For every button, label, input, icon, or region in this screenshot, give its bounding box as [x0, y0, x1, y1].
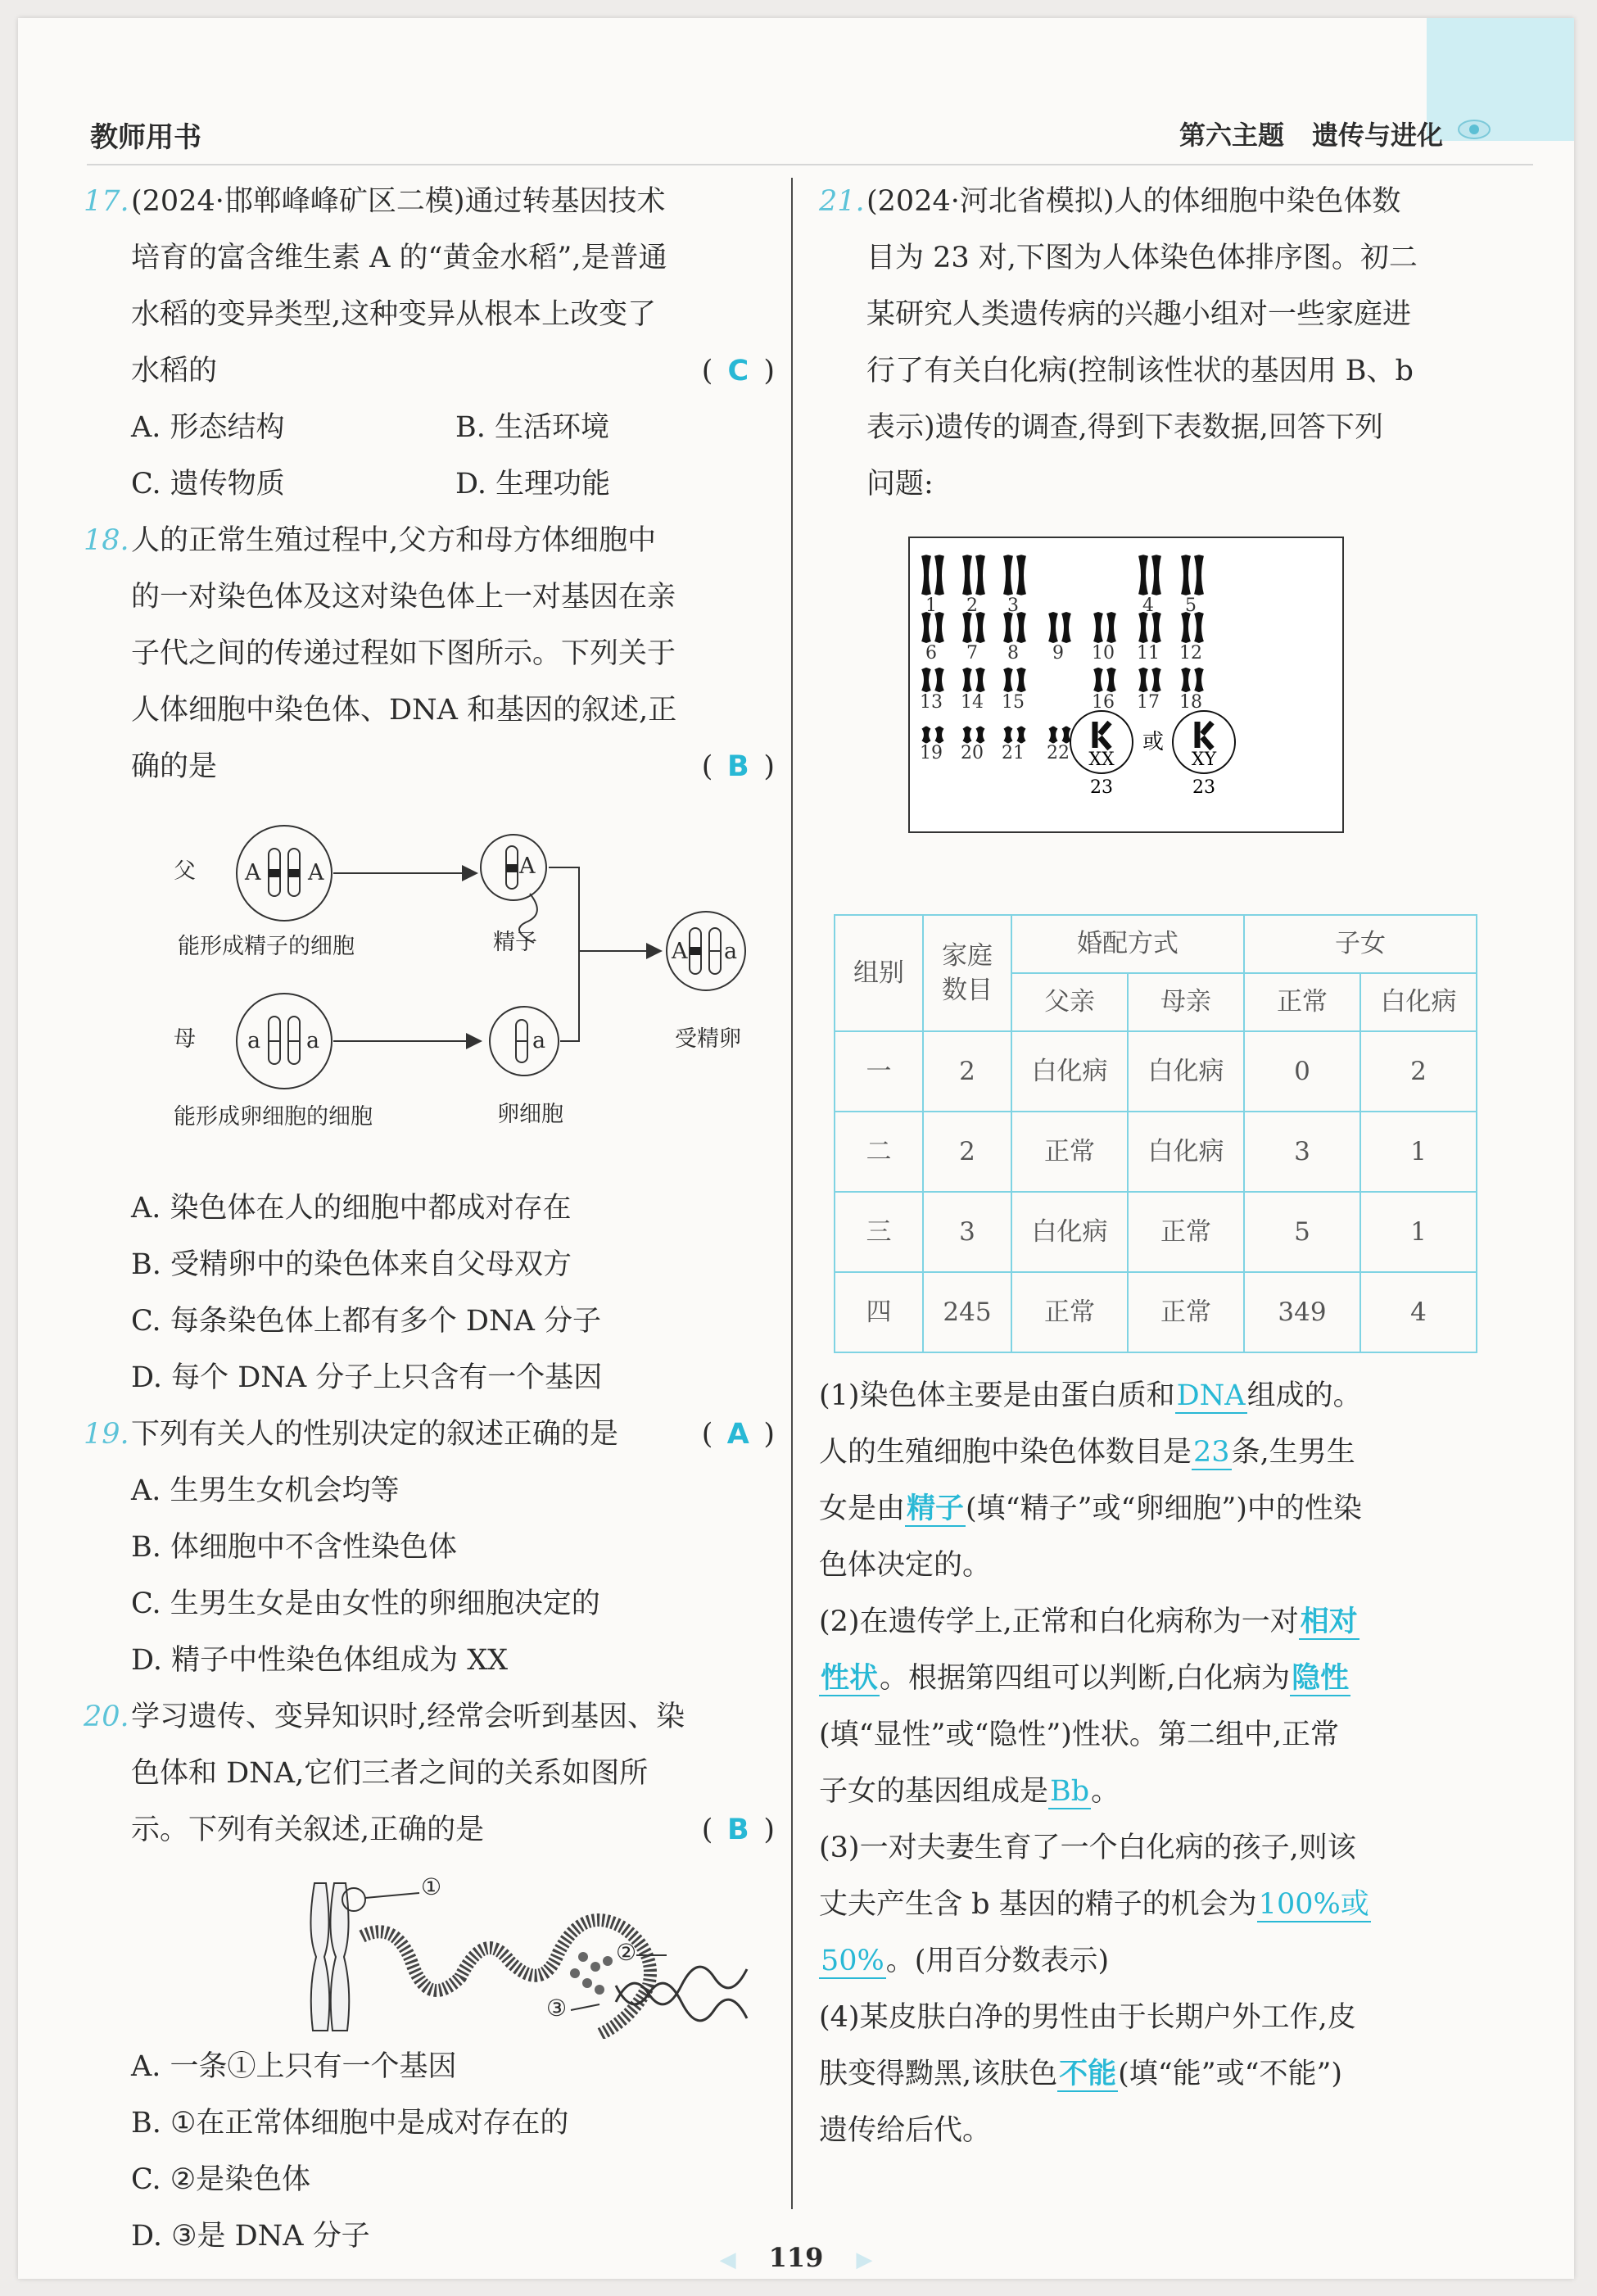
option: A. 染色体在人的细胞中都成对存在	[131, 1192, 572, 1225]
text: 遗传给后代。	[819, 2114, 992, 2147]
answer-blank: 23	[1193, 1436, 1230, 1469]
table-cell: 2	[1360, 1031, 1477, 1112]
header-family-count-line2: 数目	[942, 976, 993, 1005]
header-corner-decoration	[1427, 18, 1574, 141]
marker-1: ①	[421, 1873, 442, 1900]
chromosome-number: 15	[1002, 692, 1025, 713]
table-cell: 白化病	[1128, 1031, 1244, 1112]
mother-label: 母	[174, 1026, 196, 1052]
sub-question-2	[819, 1594, 1515, 1820]
answer-blank: 不能	[1059, 2058, 1117, 2090]
chromosome-number: 21	[1002, 743, 1025, 763]
option: A. 形态结构	[131, 411, 285, 444]
sub-question-1	[819, 1368, 1515, 1594]
question-number: 17.	[84, 185, 129, 218]
answer-blank: DNA	[1176, 1379, 1246, 1412]
page	[18, 18, 1574, 2279]
egg-label: 卵细胞	[497, 1102, 563, 1127]
question-number: 19.	[84, 1418, 129, 1451]
question-number: 20.	[84, 1700, 129, 1733]
gene-label: A	[672, 939, 688, 964]
question-number: 21.	[819, 185, 865, 218]
text: (3)一对夫妻生育了一个白化病的孩子,则该	[819, 1832, 1356, 1864]
table-cell: 三	[835, 1192, 923, 1272]
option: B. 体细胞中不含性染色体	[131, 1531, 457, 1564]
eye-icon	[1456, 115, 1492, 144]
header-children: 子女	[1244, 915, 1477, 973]
text: 肤变得黝黑,该肤色	[819, 2058, 1058, 2090]
question-line: (2024·河北省模拟)人的体细胞中染色体数	[866, 185, 1401, 218]
chromosome-dna-gene-figure	[84, 1859, 780, 2039]
table-cell: 1	[1360, 1112, 1477, 1192]
table-row	[835, 1272, 1477, 1352]
gene-label: a	[247, 1028, 261, 1053]
question-line: 表示)遗传的调查,得到下表数据,回答下列	[866, 411, 1383, 444]
table-cell: 二	[835, 1112, 923, 1192]
left-column	[84, 174, 780, 2265]
chromosome-number: 18	[1179, 692, 1202, 713]
text: 人的生殖细胞中染色体数目是	[819, 1436, 1192, 1469]
question-line: 培育的富含维生素 A 的“黄金水稻”,是普通	[131, 242, 667, 274]
sperm-label: 精子	[493, 930, 537, 955]
prev-arrow-icon: ◀	[719, 2248, 736, 2272]
table-cell: 正常	[1011, 1272, 1128, 1352]
table-cell: 4	[1360, 1272, 1477, 1352]
option: B. 生活环境	[455, 411, 609, 444]
question-21	[819, 174, 1515, 513]
chromosome-number: 17	[1137, 692, 1160, 713]
answer-blank: 50%	[821, 1945, 884, 1977]
table-cell: 349	[1244, 1272, 1360, 1352]
table-cell: 白化病	[1011, 1192, 1128, 1272]
table-cell: 白化病	[1128, 1112, 1244, 1192]
table-cell: 5	[1244, 1192, 1360, 1272]
chromosome-number: 6	[925, 643, 937, 663]
question-line: 确的是	[131, 750, 218, 783]
question-line: 目为 23 对,下图为人体染色体排序图。初二	[866, 242, 1418, 274]
question-18: 18. 人的正常生殖过程中,父方和母方体细胞中 的一对染色体及这对染色体上一对基因在亲 子代之间的传递过程如下图所示。下列关于 人体细胞中染色体、DNA 和基因的叙述,正 确的是 ( B )	[84, 513, 780, 795]
question-line: 人的正常生殖过程中,父方和母方体细胞中	[131, 524, 657, 557]
table-cell: 四	[835, 1272, 923, 1352]
answer-blank: 100%或	[1258, 1888, 1369, 1921]
table-row	[835, 1031, 1477, 1112]
sperm-cell-label: 能形成精子的细胞	[178, 934, 355, 959]
chromosome-number: 14	[961, 692, 984, 713]
sub-question-4	[819, 1990, 1515, 2159]
answer-blank: 性状	[821, 1662, 879, 1695]
chromosome-number: 7	[966, 643, 978, 663]
answer-choice: B	[727, 1814, 749, 1846]
table-row	[835, 1192, 1477, 1272]
option: D. ③是 DNA 分子	[131, 2220, 370, 2253]
option: C. 每条染色体上都有多个 DNA 分子	[131, 1305, 601, 1338]
section-header	[1179, 115, 1443, 152]
header-father: 父亲	[1011, 973, 1128, 1031]
gene-label: A	[308, 860, 324, 885]
option: D. 每个 DNA 分子上只含有一个基因	[131, 1361, 603, 1394]
text: (1)染色体主要是由蛋白质和	[819, 1379, 1175, 1412]
albinism-survey-table	[834, 914, 1477, 1353]
option: C. 生男生女是由女性的卵细胞决定的	[131, 1587, 600, 1620]
sex-chromosome-label: XX	[1088, 749, 1115, 770]
text: 。	[1091, 1775, 1120, 1808]
chromosome-number: 5	[1185, 596, 1197, 616]
option: D. 精子中性染色体组成为 XX	[131, 1644, 509, 1677]
table-cell: 白化病	[1011, 1031, 1128, 1112]
option: B. 受精卵中的染色体来自父母双方	[131, 1248, 572, 1281]
chromosome-number: 13	[920, 692, 943, 713]
question-line: 问题:	[866, 468, 934, 500]
right-column	[819, 174, 1515, 2159]
table-cell: 正常	[1128, 1192, 1244, 1272]
question-line: 的一对染色体及这对染色体上一对基因在亲	[131, 581, 676, 614]
header-family-count-line1: 家庭	[942, 941, 993, 971]
chromosome-number: 10	[1092, 643, 1115, 663]
text: 条,生男生	[1231, 1436, 1355, 1469]
table-row	[835, 1112, 1477, 1192]
text: 女是由	[819, 1492, 906, 1525]
page-number: 119	[768, 2242, 824, 2273]
chromosome-number: 23	[1090, 777, 1113, 798]
header-family-count	[923, 915, 1011, 1031]
question-line: (2024·邯郸峰峰矿区二模)通过转基因技术	[131, 185, 666, 218]
answer-choice: C	[727, 355, 749, 387]
chromosome-number: 19	[920, 743, 943, 763]
question-line: 某研究人类遗传病的兴趣小组对一些家庭进	[866, 298, 1412, 331]
text: 色体决定的。	[819, 1549, 992, 1582]
header-normal: 正常	[1244, 973, 1360, 1031]
next-arrow-icon: ▶	[856, 2248, 873, 2272]
answer-blank: Bb	[1050, 1775, 1090, 1808]
text: 组成的。	[1246, 1379, 1362, 1412]
option: C. ②是染色体	[131, 2163, 311, 2196]
answer-blank: 精子	[907, 1492, 965, 1525]
gene-label: a	[306, 1028, 320, 1053]
table-cell: 2	[923, 1112, 1011, 1192]
text: (填“精子”或“卵细胞”)中的性染	[966, 1492, 1362, 1525]
chromosome-number: 9	[1052, 643, 1064, 663]
table-cell: 正常	[1011, 1112, 1128, 1192]
option: B. ①在正常体细胞中是成对存在的	[131, 2107, 569, 2140]
question-line: 人体细胞中染色体、DNA 和基因的叙述,正	[131, 694, 677, 727]
chromosome-number: 4	[1142, 596, 1154, 616]
chromosome-number: 20	[961, 743, 984, 763]
text: (填“能”或“不能”)	[1118, 2058, 1343, 2090]
option: A. 一条①上只有一个基因	[131, 2050, 457, 2083]
table-cell: 一	[835, 1031, 923, 1112]
question-line: 色体和 DNA,它们三者之间的关系如图所	[131, 1757, 649, 1790]
gene-label: a	[724, 939, 738, 964]
father-label: 父	[174, 858, 196, 884]
answer-choice: B	[727, 750, 749, 783]
karyotype-figure	[819, 513, 1515, 898]
gene-label: a	[532, 1028, 546, 1053]
chromosome-number: 8	[1007, 643, 1019, 663]
question-line: 水稻的变异类型,这种变异从根本上改变了	[131, 298, 657, 331]
table-cell: 2	[923, 1031, 1011, 1112]
theme-title: 遗传与进化	[1311, 120, 1443, 151]
chromosome-number: 22	[1047, 743, 1070, 763]
inheritance-diagram	[84, 795, 780, 1180]
zygote-label: 受精卵	[675, 1026, 741, 1052]
chromosome-number: 3	[1007, 596, 1019, 616]
question-19: 19. 下列有关人的性别决定的叙述正确的是 ( A )	[84, 1406, 780, 1463]
book-label: 教师用书	[90, 121, 201, 154]
sub-question-3	[819, 1820, 1515, 1990]
gene-label: A	[519, 854, 536, 879]
question-20: 20. 学习遗传、变异知识时,经常会听到基因、染 色体和 DNA,它们三者之间的关系如图所 示。下列有关叙述,正确的是 ( B )	[84, 1689, 780, 1859]
answer-blank: 隐性	[1292, 1662, 1350, 1695]
answer-choice: A	[726, 1418, 749, 1451]
theme-label: 第六主题	[1179, 120, 1284, 151]
table-cell: 3	[1244, 1112, 1360, 1192]
question-17: 17. (2024·邯郸峰峰矿区二模)通过转基因技术 培育的富含维生素 A 的“黄金水稻”,是普通 水稻的变异类型,这种变异从根本上改变了 水稻的 ( C )	[84, 174, 780, 400]
question-line: 下列有关人的性别决定的叙述正确的是	[131, 1418, 619, 1451]
table-cell: 245	[923, 1272, 1011, 1352]
text: (填“显性”或“隐性”)性状。第二组中,正常	[819, 1719, 1340, 1751]
question-line: 子代之间的传递过程如下图所示。下列关于	[131, 637, 676, 670]
gene-label: A	[245, 860, 261, 885]
table-cell: 3	[923, 1192, 1011, 1272]
table-cell: 正常	[1128, 1272, 1244, 1352]
chromosome-number: 2	[966, 596, 978, 616]
table-cell: 1	[1360, 1192, 1477, 1272]
or-label: 或	[1142, 730, 1165, 754]
header-albino: 白化病	[1360, 973, 1477, 1031]
chromosome-number: 11	[1137, 643, 1160, 663]
chromosome-number: 23	[1192, 777, 1215, 798]
question-line: 行了有关白化病(控制该性状的基因用 B、b	[866, 355, 1414, 387]
sex-chromosome-label: XY	[1191, 749, 1217, 770]
text: 丈夫产生含 b 基因的精子的机会为	[819, 1888, 1257, 1921]
header-mother: 母亲	[1128, 973, 1244, 1031]
marker-3: ③	[546, 1995, 568, 2022]
question-line: 示。下列有关叙述,正确的是	[131, 1814, 485, 1846]
answer-blank: 相对	[1300, 1605, 1358, 1638]
chromosome-number: 12	[1179, 643, 1202, 663]
chromosome-number: 1	[925, 596, 937, 616]
header-marriage: 婚配方式	[1011, 915, 1244, 973]
text: (2)在遗传学上,正常和白化病称为一对	[819, 1605, 1299, 1638]
chromosome-number: 16	[1092, 692, 1115, 713]
header-rule	[87, 164, 1533, 165]
option: A. 生男生女机会均等	[131, 1474, 400, 1507]
text: 子女的基因组成是	[819, 1775, 1049, 1808]
karyotype-graphic	[819, 513, 1515, 898]
question-line: 学习遗传、变异知识时,经常会听到基因、染	[131, 1700, 685, 1733]
text: (4)某皮肤白净的男性由于长期户外工作,皮	[819, 2001, 1356, 2034]
question-number: 18.	[84, 524, 129, 557]
table-cell: 0	[1244, 1031, 1360, 1112]
column-divider	[791, 178, 793, 2209]
text: 。根据第四组可以判断,白化病为	[880, 1662, 1291, 1695]
header-group: 组别	[835, 915, 923, 1031]
page-number-bar	[18, 2242, 1574, 2273]
egg-cell-label: 能形成卵细胞的细胞	[174, 1104, 373, 1130]
option: D. 生理功能	[455, 468, 611, 500]
text: 。(用百分数表示)	[885, 1945, 1110, 1977]
option: C. 遗传物质	[131, 468, 285, 500]
question-line: 水稻的	[131, 355, 218, 387]
marker-2: ②	[616, 1939, 637, 1966]
